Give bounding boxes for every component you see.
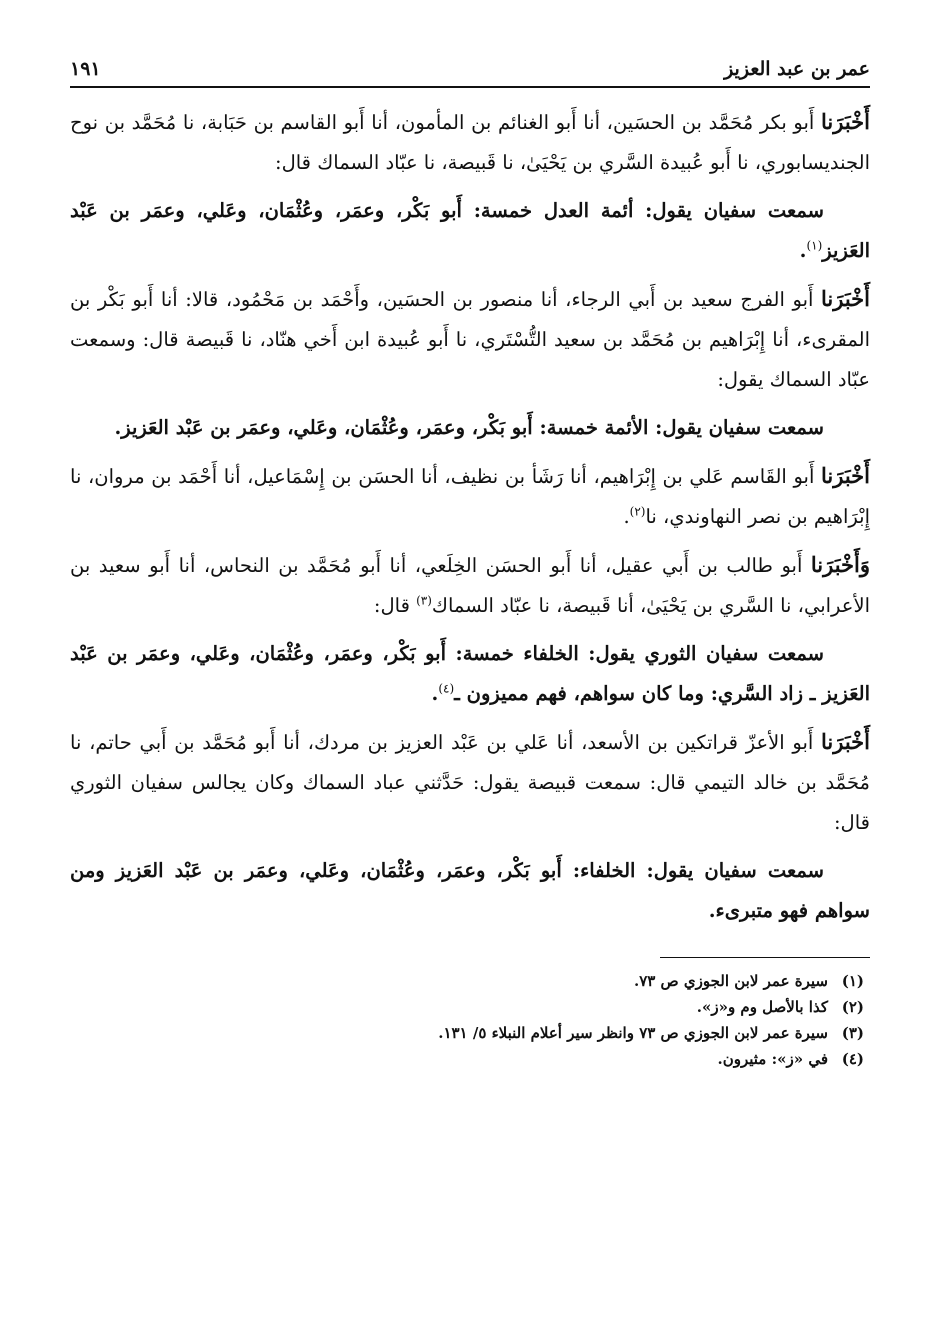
paragraph-tail: . — [799, 239, 807, 262]
paragraph-text: سمعت سفيان يقول: أئمة العدل خمسة: أَبو بَكْر، وعمَر، وعُثْمَان، وعَلي، وعمَر بن عَبْد العَزيز — [70, 199, 870, 262]
footnotes — [70, 968, 870, 1072]
footnote-2 — [70, 994, 864, 1020]
paragraph-text: أَبو بكر مُحَمَّد بن الحسَين، أنا أَبو الغنائم بن المأمون، أنا أَبو القاسم بن حَبَابة، نا مُحَمَّد بن نوح الجنديسابوري، نا أَبو عُبيدة السَّري بن يَحْيَىٰ، نا قَبيصة، نا عبّاد السماك قال: — [70, 111, 870, 174]
running-title: عمر بن عبد العزيز — [724, 58, 870, 80]
page-number: ١٩١ — [70, 58, 101, 80]
quote-paragraph-4 — [70, 851, 870, 931]
footnote-number: (٢) — [841, 998, 864, 1016]
running-head — [70, 58, 870, 88]
paragraph-text: سمعت سفيان الثوري يقول: الخلفاء خمسة: أَبو بَكْر، وعمَر، وعُثْمَان، وعَلي، وعمَر بن عَبْد العَزيز ـ زاد السَّري: وما كان سواهم، فهم مميزون ـ — [70, 642, 870, 705]
isnad-paragraph-3 — [70, 456, 870, 537]
footnote-number: (٣) — [841, 1024, 864, 1042]
paragraph-text: أَبو طالب بن أَبي عقيل، أنا أَبو الحسَن الخِلَعي، أنا أَبو مُحَمَّد بن النحاس، أنا أَبو سعيد بن الأعرابي، نا السَّري بن يَحْيَىٰ، أنا قَبيصة، نا عبّاد السماك — [70, 554, 870, 617]
footnote-text: كذا بالأصل وم و«ز». — [696, 998, 828, 1016]
isnad-paragraph-1 — [70, 102, 870, 183]
footnote-text: سيرة عمر لابن الجوزي ص ٧٣ وانظر سير أعلام النبلاء ٥/ ١٣١. — [438, 1024, 828, 1042]
footnote-ref: (١) — [806, 238, 823, 253]
akhbarana-keyword: وَأَخْبَرَنا — [810, 552, 870, 577]
footnote-4 — [70, 1046, 864, 1072]
paragraph-text: سمعت سفيان يقول: الخلفاء: أَبو بَكْر، وعمَر، وعُثْمَان، وعَلي، وعمَر بن عَبْد العَزيز ومن سواهم فهو متبرىء. — [70, 859, 870, 922]
paragraph-tail: . — [431, 682, 439, 705]
isnad-paragraph-2 — [70, 279, 870, 400]
akhbarana-keyword: أَخْبَرَنا — [821, 463, 870, 488]
akhbarana-keyword: أَخْبَرَنا — [821, 729, 870, 754]
footnote-separator — [660, 957, 870, 958]
isnad-paragraph-5 — [70, 722, 870, 843]
quote-paragraph-1 — [70, 191, 870, 271]
footnote-ref: (٣) — [416, 593, 432, 608]
quote-paragraph-3 — [70, 634, 870, 714]
footnote-text: في «ز»: مثيرون. — [717, 1050, 828, 1068]
footnote-3 — [70, 1020, 864, 1046]
footnote-number: (٤) — [841, 1050, 864, 1068]
footnote-number: (١) — [841, 972, 864, 990]
isnad-paragraph-4 — [70, 545, 870, 626]
akhbarana-keyword: أَخْبَرَنا — [821, 109, 870, 134]
footnote-ref: (٢) — [629, 504, 646, 519]
footnote-1 — [70, 968, 864, 994]
akhbarana-keyword: أَخْبَرَنا — [821, 286, 870, 311]
footnote-ref: (٤) — [438, 681, 455, 696]
paragraph-text: أَبو الفرج سعيد بن أَبي الرجاء، أنا منصور بن الحسَين، وأَحْمَد بن مَحْمُود، قالا: أنا أَبو بَكْر بن المقرىء، أنا إِبْرَاهيم بن مُحَمَّد بن سعيد التُّسْتَري، نا أَبو عُبيدة ابن أَخي هنّاد، نا قَبيصة قال: وسمعت عبّاد السماك يقول: — [70, 288, 870, 391]
paragraph-text: أَبو الأعزّ قراتكين بن الأسعد، أنا عَلي بن عَبْد العزيز بن مردك، أنا أَبو مُحَمَّد بن أَبي حاتم، نا مُحَمَّد بن خالد التيمي قال: سمعت قبيصة يقول: حَدَّثني عباد السماك وكان يجالس سفيان الثوري قال: — [70, 731, 870, 834]
quote-paragraph-2 — [70, 408, 870, 448]
paragraph-text: أَبو القَاسم عَلي بن إِبْرَاهيم، أنا رَشَأ بن نظيف، أنا الحسَن بن إِسْمَاعيل، أنا أَحْمَد بن مروان، نا إِبْرَاهيم بن نصر النهاوندي، نا — [70, 465, 870, 528]
paragraph-text: سمعت سفيان يقول: الأئمة خمسة: أَبو بَكْر، وعمَر، وعُثْمَان، وعَلي، وعمَر بن عَبْد العَزيز. — [114, 416, 824, 439]
paragraph-tail: . — [623, 505, 630, 528]
footnote-text: سيرة عمر لابن الجوزي ص ٧٣. — [633, 972, 828, 990]
main-text — [70, 102, 870, 931]
paragraph-tail: قال: — [373, 594, 417, 617]
